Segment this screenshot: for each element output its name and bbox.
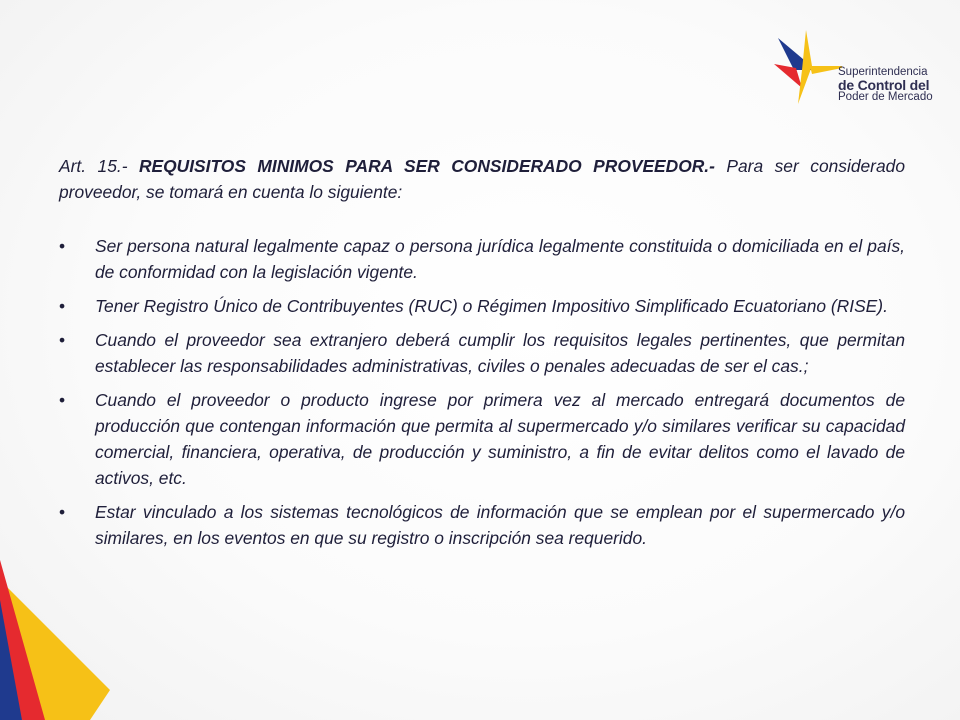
list-item-text: Tener Registro Único de Contribuyentes (RUC) o Régimen Impositivo Simplificado Ecuatoriano (RISE). [95,296,888,316]
bullet: • [59,390,66,410]
bullet: • [59,296,66,316]
bullet: • [59,502,66,522]
article-paragraph [59,153,905,205]
list-item [59,327,905,379]
list-item [59,387,905,491]
requirements-list [59,233,905,551]
bullet: • [59,330,66,350]
list-item-text: Estar vinculado a los sistemas tecnológicos de información que se emplean por el supermercado y/o similares, en los eventos en que su registro o inscripción sea requerido. [95,502,905,548]
list-item [59,233,905,285]
logo-mark-icon [772,26,842,104]
logo [772,26,942,106]
list-item [59,293,905,319]
list-item [59,499,905,551]
bullet: • [59,236,66,256]
article-heading: REQUISITOS MINIMOS PARA SER CONSIDERADO PROVEEDOR.- [138,156,715,176]
article-intro: Para ser considerado proveedor, se tomará en cuenta lo siguiente: [59,156,905,202]
logo-line-3: Poder de Mercado [838,91,933,103]
logo-line-1: Superintendencia [838,66,928,78]
list-item-text: Ser persona natural legalmente capaz o persona jurídica legalmente constituida o domiciliada en el país, de conformidad con la legislación vigente. [95,236,905,282]
logo-line-2: de Control del [838,77,930,93]
logo-text [838,67,933,103]
slide-body [59,153,905,559]
corner-decoration [0,560,120,720]
article-prefix: Art. 15.- [59,156,139,176]
list-item-text: Cuando el proveedor sea extranjero deberá cumplir los requisitos legales pertinentes, que permitan establecer las responsabilidades administrativas, civiles o penales adecuadas de ser el cas.; [95,330,905,376]
list-item-text: Cuando el proveedor o producto ingrese por primera vez al mercado entregará documentos de producción que contengan información que permita al supermercado y/o similares verificar su capacidad comercial, financiera, operativa, de producción y suministro, a fin de evitar delitos como el lavado de activos, etc. [95,390,905,488]
